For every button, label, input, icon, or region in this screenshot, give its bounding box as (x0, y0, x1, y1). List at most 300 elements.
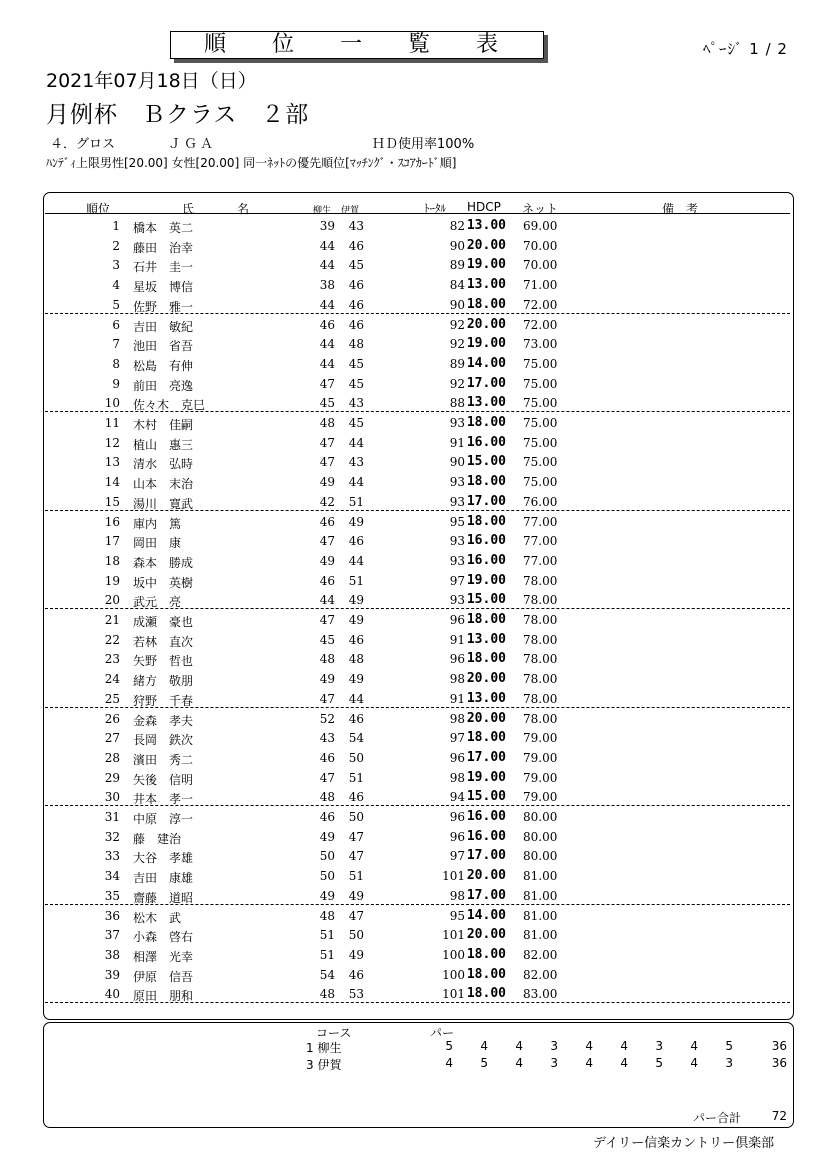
net-cell: 81.00 (523, 928, 558, 943)
name-cell: 石井 圭一 (133, 260, 194, 275)
hdcp-cell: 19.00 (466, 572, 506, 588)
iga-score-cell: 51 (348, 770, 364, 785)
yagyu-score-cell: 49 (319, 888, 335, 903)
table-row (45, 728, 790, 748)
name-cell: 星坂 博信 (133, 280, 194, 295)
yagyu-score-cell: 46 (319, 514, 335, 529)
hdcp-cell: 15.00 (466, 454, 506, 470)
rank-cell: 6 (112, 317, 120, 332)
yagyu-score-cell: 47 (319, 534, 335, 549)
net-cell: 70.00 (523, 238, 558, 253)
course-par-frame (43, 1022, 794, 1128)
name-cell: 金森 孝夫 (133, 713, 194, 728)
yagyu-score-cell: 44 (319, 593, 335, 608)
group-divider (45, 707, 790, 708)
yagyu-score-cell: 52 (319, 711, 335, 726)
hdcp-cell: 15.00 (466, 592, 506, 608)
rank-cell: 3 (112, 258, 120, 273)
name-cell: 森本 勝成 (133, 555, 194, 570)
yagyu-score-cell: 49 (319, 553, 335, 568)
total-cell: 89 (449, 356, 465, 371)
iga-score-cell: 45 (348, 416, 364, 430)
name-cell: 長岡 鉄次 (133, 733, 194, 748)
net-cell: 72.00 (523, 317, 558, 332)
yagyu-score-cell: 46 (319, 750, 335, 765)
hdcp-cell: 18.00 (466, 296, 506, 312)
total-cell: 92 (449, 337, 465, 352)
hole-par: 5 (480, 1056, 488, 1070)
net-cell: 82.00 (523, 967, 558, 982)
rank-cell: 32 (104, 829, 120, 844)
rank-cell: 40 (104, 987, 120, 1002)
yagyu-score-cell: 47 (319, 691, 335, 706)
net-cell: 78.00 (523, 691, 558, 706)
hdcp-cell: 18.00 (466, 474, 506, 490)
yagyu-score-cell: 48 (319, 987, 335, 1002)
total-cell: 93 (449, 475, 465, 490)
net-cell: 78.00 (523, 613, 558, 627)
total-cell: 101 (442, 869, 465, 884)
name-cell: 中原 淳一 (133, 812, 194, 826)
hdcp-cell: 20.00 (466, 868, 506, 884)
net-cell: 80.00 (523, 829, 558, 844)
total-cell: 92 (449, 317, 465, 332)
total-cell: 92 (449, 376, 465, 391)
net-cell: 78.00 (523, 593, 558, 608)
rank-cell: 36 (104, 908, 120, 923)
hole-par: 4 (585, 1039, 593, 1053)
rank-cell: 26 (104, 711, 120, 726)
hdcp-cell: 13.00 (466, 218, 506, 233)
net-cell: 77.00 (523, 553, 558, 568)
rank-cell: 21 (104, 613, 120, 627)
name-cell: 前田 亮逸 (133, 378, 194, 393)
yagyu-score-cell: 49 (319, 475, 335, 490)
hdcp-cell: 13.00 (466, 690, 506, 706)
net-cell: 75.00 (523, 356, 558, 371)
yagyu-score-cell: 38 (319, 278, 335, 293)
hdcp-cell: 18.00 (466, 612, 506, 627)
yagyu-score-cell: 47 (319, 435, 335, 450)
name-cell: 山本 末治 (133, 477, 194, 492)
table-row (45, 965, 790, 985)
rank-cell: 28 (104, 750, 120, 765)
net-cell: 78.00 (523, 672, 558, 687)
table-row (45, 827, 790, 847)
net-cell: 75.00 (523, 376, 558, 391)
par-label: パー (430, 1026, 455, 1040)
hole-par: 4 (445, 1056, 453, 1070)
rank-cell: 25 (104, 691, 120, 706)
yagyu-score-cell: 50 (319, 849, 335, 864)
net-cell: 78.00 (523, 711, 558, 726)
group-divider (45, 313, 790, 314)
iga-score-cell: 46 (348, 278, 364, 293)
total-cell: 93 (449, 494, 465, 509)
name-cell: 植山 惠三 (133, 437, 194, 452)
total-cell: 100 (442, 967, 465, 982)
table-row (45, 354, 790, 374)
iga-score-cell: 45 (348, 356, 364, 371)
iga-score-cell: 54 (348, 731, 364, 746)
total-cell: 89 (449, 258, 465, 273)
table-row (45, 551, 790, 571)
net-cell: 77.00 (523, 534, 558, 549)
col-name-header-2: 名 (237, 202, 250, 216)
yagyu-score-cell: 51 (319, 928, 335, 943)
yagyu-score-cell: 47 (319, 613, 335, 627)
table-row (45, 315, 790, 335)
group-divider (45, 608, 790, 609)
yagyu-score-cell: 44 (319, 238, 335, 253)
page-number: ﾍﾟｰｼﾞ 1 / 2 (703, 40, 788, 58)
col-yagyu-header: 柳生 (313, 206, 332, 216)
name-cell: 佐野 雅一 (133, 299, 194, 314)
net-cell: 80.00 (523, 849, 558, 864)
iga-score-cell: 53 (348, 987, 364, 1002)
iga-score-cell: 49 (348, 514, 364, 529)
course-label: コース (316, 1026, 352, 1040)
table-row (45, 413, 790, 433)
total-cell: 96 (449, 652, 465, 667)
iga-score-cell: 43 (348, 219, 364, 233)
yagyu-score-cell: 43 (319, 731, 335, 746)
hdcp-cell: 18.00 (466, 986, 506, 1002)
net-cell: 75.00 (523, 455, 558, 470)
table-row (45, 669, 790, 689)
course-name: 3 伊賀 (306, 1058, 342, 1072)
col-name-header-1: 氏 (182, 202, 195, 216)
yagyu-score-cell: 44 (319, 337, 335, 352)
net-cell: 76.00 (523, 494, 558, 509)
par-total-value: 72 (771, 1109, 787, 1123)
hdcp-cell: 13.00 (466, 631, 506, 647)
rank-cell: 19 (104, 573, 120, 588)
total-cell: 97 (449, 849, 465, 864)
net-cell: 78.00 (523, 573, 558, 588)
rank-cell: 22 (104, 632, 120, 647)
name-cell: 矢後 信明 (133, 772, 194, 787)
name-cell: 松木 武 (133, 910, 182, 925)
total-cell: 98 (449, 672, 465, 687)
net-cell: 83.00 (523, 987, 558, 1002)
net-cell: 75.00 (523, 416, 558, 430)
name-cell: 原田 朋和 (133, 989, 194, 1004)
table-row (45, 216, 790, 236)
yagyu-score-cell: 44 (319, 258, 335, 273)
yagyu-score-cell: 48 (319, 908, 335, 923)
name-cell: 相澤 光幸 (133, 949, 194, 964)
course-par-total: 36 (771, 1039, 787, 1053)
iga-score-cell: 50 (348, 928, 364, 943)
rank-cell: 9 (112, 376, 120, 391)
col-iga-header: 伊賀 (341, 206, 360, 216)
name-cell: 狩野 千春 (133, 693, 194, 708)
total-cell: 91 (449, 632, 465, 647)
header-divider (45, 213, 790, 214)
total-cell: 97 (449, 731, 465, 746)
total-cell: 88 (449, 396, 465, 411)
table-row (45, 334, 790, 354)
hdcp-cell: 13.00 (466, 395, 506, 411)
name-cell: 藤田 治幸 (133, 240, 194, 255)
rank-cell: 31 (104, 810, 120, 824)
name-cell: 湯川 寛武 (133, 496, 194, 511)
iga-score-cell: 49 (348, 593, 364, 608)
rank-cell: 2 (112, 238, 120, 253)
net-cell: 77.00 (523, 514, 558, 529)
hole-par: 4 (515, 1056, 523, 1070)
iga-score-cell: 51 (348, 494, 364, 509)
table-row (45, 610, 790, 630)
iga-score-cell: 44 (348, 475, 364, 490)
total-cell: 94 (449, 790, 465, 805)
iga-score-cell: 47 (348, 849, 364, 864)
table-row (45, 866, 790, 886)
rank-cell: 23 (104, 652, 120, 667)
iga-score-cell: 46 (348, 632, 364, 647)
class-title: 月例杯 Ｂクラス ２部 (46, 102, 310, 128)
rank-cell: 20 (104, 593, 120, 608)
iga-score-cell: 49 (348, 947, 364, 962)
hole-par: 4 (620, 1056, 628, 1070)
rank-cell: 33 (104, 849, 120, 864)
hole-par: 5 (445, 1039, 453, 1053)
table-row (45, 925, 790, 945)
hdcp-cell: 18.00 (466, 730, 506, 746)
hdcp-cell: 17.00 (466, 848, 506, 864)
rank-cell: 13 (104, 455, 120, 470)
hdcp-cell: 17.00 (466, 375, 506, 391)
hdcp-cell: 18.00 (466, 415, 506, 430)
net-cell: 80.00 (523, 810, 558, 824)
total-cell: 95 (449, 908, 465, 923)
name-cell: 成瀬 豪也 (133, 615, 194, 629)
table-row (45, 433, 790, 453)
hdcp-cell: 16.00 (466, 552, 506, 568)
total-cell: 96 (449, 829, 465, 844)
table-row (45, 275, 790, 295)
table-row (45, 374, 790, 394)
iga-score-cell: 48 (348, 652, 364, 667)
yagyu-score-cell: 44 (319, 297, 335, 312)
col-total-header: ﾄｰﾀﾙ (424, 202, 446, 215)
name-cell: 庫内 篤 (133, 516, 182, 531)
iga-score-cell: 46 (348, 967, 364, 982)
table-row (45, 452, 790, 472)
table-row (45, 472, 790, 492)
table-row (45, 748, 790, 768)
yagyu-score-cell: 48 (319, 416, 335, 430)
net-cell: 79.00 (523, 731, 558, 746)
yagyu-score-cell: 46 (319, 573, 335, 588)
table-row (45, 255, 790, 275)
course-par-total: 36 (771, 1056, 787, 1070)
rank-cell: 14 (104, 475, 120, 490)
iga-score-cell: 46 (348, 317, 364, 332)
hole-par: 5 (725, 1039, 733, 1053)
yagyu-score-cell: 44 (319, 356, 335, 371)
rank-cell: 35 (104, 888, 120, 903)
name-cell: 池田 省吾 (133, 339, 194, 354)
table-row (45, 531, 790, 551)
table-row (45, 709, 790, 729)
hdcp-cell: 17.00 (466, 887, 506, 903)
iga-score-cell: 43 (348, 396, 364, 411)
rank-cell: 11 (104, 416, 120, 430)
yagyu-score-cell: 42 (319, 494, 335, 509)
name-cell: 矢野 哲也 (133, 654, 194, 669)
hdcp-cell: 17.00 (466, 493, 506, 509)
table-row (45, 630, 790, 650)
hdcp-cell: 16.00 (466, 533, 506, 549)
name-cell: 岡田 康 (133, 536, 182, 551)
name-cell: 緒方 敬朋 (133, 674, 194, 689)
table-row (45, 571, 790, 591)
hdcp-cell: 18.00 (466, 946, 506, 962)
name-cell: 小森 啓右 (133, 930, 194, 945)
hole-par: 3 (550, 1039, 558, 1053)
total-cell: 100 (442, 947, 465, 962)
rank-cell: 12 (104, 435, 120, 450)
net-cell: 72.00 (523, 297, 558, 312)
hole-par: 4 (690, 1039, 698, 1053)
iga-score-cell: 51 (348, 573, 364, 588)
iga-score-cell: 50 (348, 810, 364, 824)
hdcp-cell: 17.00 (466, 749, 506, 765)
hdcp-cell: 19.00 (466, 257, 506, 273)
iga-score-cell: 43 (348, 455, 364, 470)
net-cell: 81.00 (523, 869, 558, 884)
rank-cell: 39 (104, 967, 120, 982)
col-net-header: ネット (522, 202, 559, 216)
iga-score-cell: 49 (348, 888, 364, 903)
yagyu-score-cell: 46 (319, 810, 335, 824)
rank-cell: 8 (112, 356, 120, 371)
yagyu-score-cell: 47 (319, 455, 335, 470)
gross-label: ４．グロス (50, 137, 116, 152)
table-row (45, 906, 790, 926)
yagyu-score-cell: 47 (319, 376, 335, 391)
table-row (45, 846, 790, 866)
page-title: 順 位 一 覧 表 (170, 31, 544, 59)
yagyu-score-cell: 46 (319, 317, 335, 332)
group-divider (45, 904, 790, 905)
hole-par: 4 (480, 1039, 488, 1053)
group-divider (45, 510, 790, 511)
name-cell: 橋本 英二 (133, 221, 194, 235)
rank-cell: 10 (104, 396, 120, 411)
name-cell: 若林 直次 (133, 634, 194, 649)
rank-cell: 30 (104, 790, 120, 805)
hole-par: 3 (725, 1056, 733, 1070)
iga-score-cell: 49 (348, 672, 364, 687)
total-cell: 96 (449, 750, 465, 765)
table-row (45, 512, 790, 532)
total-cell: 93 (449, 416, 465, 430)
table-row (45, 649, 790, 669)
name-cell: 坂中 英樹 (133, 575, 194, 590)
hole-par: 3 (655, 1039, 663, 1053)
yagyu-score-cell: 45 (319, 632, 335, 647)
col-rank-header: 順位 (86, 202, 111, 216)
hdcp-cell: 19.00 (466, 769, 506, 785)
rank-cell: 29 (104, 770, 120, 785)
hdcp-cell: 18.00 (466, 966, 506, 982)
hdcp-cell: 20.00 (466, 237, 506, 253)
handicap-note: ﾊﾝﾃﾞｨ上限男性[20.00] 女性[20.00] 同一ﾈｯﾄの優先順位[ﾏｯﾁﾝｸﾞ・ｽｺｱｶｰﾄﾞ順] (46, 156, 457, 170)
iga-score-cell: 44 (348, 435, 364, 450)
iga-score-cell: 45 (348, 258, 364, 273)
yagyu-score-cell: 49 (319, 672, 335, 687)
name-cell: 齋藤 道昭 (133, 890, 194, 905)
net-cell: 78.00 (523, 652, 558, 667)
hdcp-cell: 13.00 (466, 277, 506, 293)
total-cell: 93 (449, 534, 465, 549)
total-cell: 98 (449, 888, 465, 903)
name-cell: 藤 建治 (133, 831, 182, 846)
iga-score-cell: 44 (348, 691, 364, 706)
hdcp-cell: 20.00 (466, 671, 506, 687)
col-remarks-header: 備 考 (662, 202, 699, 216)
hdcp-cell: 16.00 (466, 809, 506, 824)
group-divider (45, 805, 790, 806)
total-cell: 96 (449, 613, 465, 627)
yagyu-score-cell: 50 (319, 869, 335, 884)
total-cell: 90 (449, 297, 465, 312)
net-cell: 79.00 (523, 790, 558, 805)
iga-score-cell: 47 (348, 829, 364, 844)
iga-score-cell: 48 (348, 337, 364, 352)
hdcp-cell: 20.00 (466, 710, 506, 726)
net-cell: 82.00 (523, 947, 558, 962)
net-cell: 78.00 (523, 632, 558, 647)
par-total-label: パー合計 (693, 1111, 742, 1125)
iga-score-cell: 50 (348, 750, 364, 765)
net-cell: 81.00 (523, 888, 558, 903)
yagyu-score-cell: 48 (319, 790, 335, 805)
table-row (45, 945, 790, 965)
rank-cell: 7 (112, 337, 120, 352)
total-cell: 82 (449, 219, 465, 233)
rank-cell: 1 (112, 219, 120, 233)
yagyu-score-cell: 49 (319, 829, 335, 844)
iga-score-cell: 46 (348, 534, 364, 549)
hdcp-cell: 14.00 (466, 907, 506, 923)
iga-score-cell: 47 (348, 908, 364, 923)
total-cell: 98 (449, 770, 465, 785)
iga-score-cell: 45 (348, 376, 364, 391)
hdcp-cell: 19.00 (466, 336, 506, 352)
total-cell: 93 (449, 593, 465, 608)
name-cell: 吉田 康雄 (133, 871, 194, 886)
rank-cell: 37 (104, 928, 120, 943)
net-cell: 79.00 (523, 770, 558, 785)
total-cell: 101 (442, 987, 465, 1002)
total-cell: 101 (442, 928, 465, 943)
name-cell: 伊原 信吾 (133, 969, 194, 984)
iga-score-cell: 51 (348, 869, 364, 884)
name-cell: 清水 弘時 (133, 457, 194, 472)
iga-score-cell: 44 (348, 553, 364, 568)
hole-par: 4 (620, 1039, 628, 1053)
rank-cell: 34 (104, 869, 120, 884)
hdcp-cell: 15.00 (466, 789, 506, 805)
yagyu-score-cell: 54 (319, 967, 335, 982)
hole-par: 3 (550, 1056, 558, 1070)
iga-score-cell: 46 (348, 297, 364, 312)
net-cell: 69.00 (523, 219, 558, 233)
